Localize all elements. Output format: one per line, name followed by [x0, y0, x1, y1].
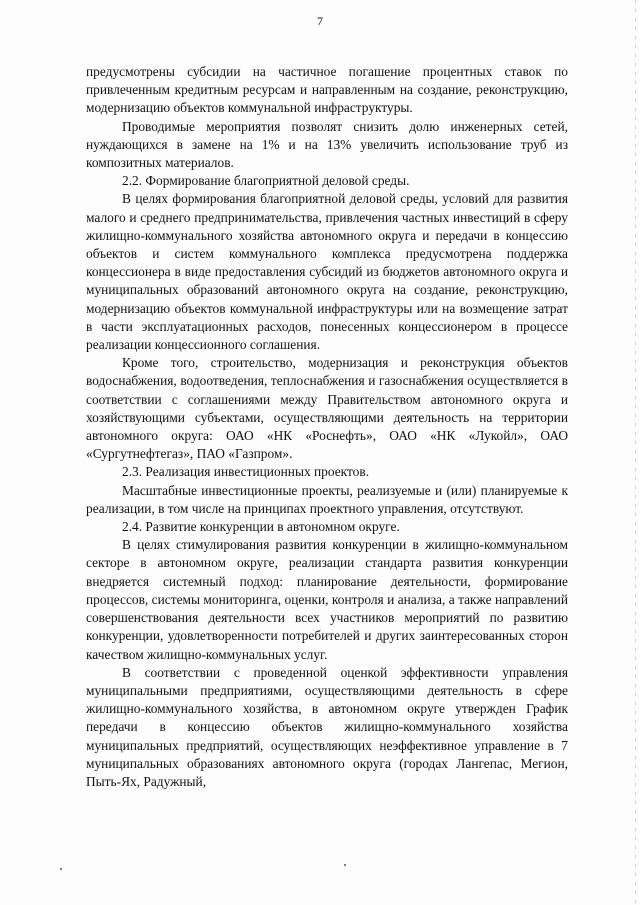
scan-margin-line — [635, 0, 636, 905]
paragraph-agreements: Кроме того, строительство, модернизация и реконструкция объектов водоснабжения, водоотведения, теплоснабжения и газоснабжения осуществляется в соответствии с соглашениями между Правительством автономного округа и хозяйствующими субъектами, осуществляющими деятельность на территории автономного округа: ОАО «НК «Роснефть», ОАО «НК «Лукойл», ОАО «Сургутнефтегаз», ПАО «Газпром». — [86, 355, 568, 462]
paragraph-subsidies-continuation: предусмотрены субсидии на частичное погашение процентных ставок по привлеченным кредитным ресурсам и направленным на создание, реконструкцию, модернизацию объектов коммунальной инфраструктуры. — [86, 64, 568, 116]
scan-artifact-dot — [60, 868, 62, 870]
paragraph-engineering-networks: Проводимые мероприятия позволят снизить долю инженерных сетей, нуждающихся в замене на 1% и на 13% увеличить использование труб из композитных материалов. — [86, 118, 568, 171]
paragraph-concession-schedule: В соответствии с проведенной оценкой эффективности управления муниципальными предприятиями, осуществляющими деятельность в сфере жилищно-коммунального хозяйства, в автономном округе утвержден График передачи в концессию объектов жилищно-коммунального хозяйства муниципальных предприятий, осуществляющих неэффективное управление в 7 муниципальных образованиях автономного округа (городах Лангепас, Мегион, Пыть-Ях, Радужный, — [86, 664, 568, 789]
document-body — [86, 63, 568, 791]
page-number: 7 — [317, 14, 323, 28]
section-heading-2-4: 2.4. Развитие конкуренции в автономном округе. — [122, 519, 400, 535]
section-heading-2-2: 2.2. Формирование благоприятной деловой среды. — [122, 173, 410, 189]
section-heading-2-3: 2.3. Реализация инвестиционных проектов. — [122, 464, 370, 480]
paragraph-investment-projects: Масштабные инвестиционные проекты, реализуемые и (или) планируемые к реализации, в том числе на принципах проектного управления, отсутствуют. — [86, 482, 568, 516]
scan-artifact-dot — [344, 864, 346, 866]
paragraph-business-environment: В целях формирования благоприятной деловой среды, условий для развития малого и среднего предпринимательства, привлечения частных инвестиций в сферу жилищно-коммунального хозяйства автономного округа и передачи в концессию объектов и систем коммунального комплекса предусмотрена поддержка концессионера в виде предоставления субсидий из бюджетов автономного округа и муниципальных образований автономного округа на создание, реконструкцию, модернизацию объектов коммунальной инфраструктуры или на возмещение затрат в части эксплуатационных расходов, понесенных концессионером в процессе реализации концессионного соглашения. — [86, 191, 568, 353]
paragraph-competition: В целях стимулирования развития конкуренции в жилищно-коммунальном секторе в автономном округе, реализации стандарта развития конкуренции внедряется системный подход: планирование деятельности, формирование процессов, системы мониторинга, оценки, контроля и анализа, а также направлений совершенствования деятельности всех участников мероприятий по развитию конкуренции, удовлетворенности потребителей и других заинтересованных сторон качеством жилищно-коммунальных услуг. — [86, 537, 568, 662]
